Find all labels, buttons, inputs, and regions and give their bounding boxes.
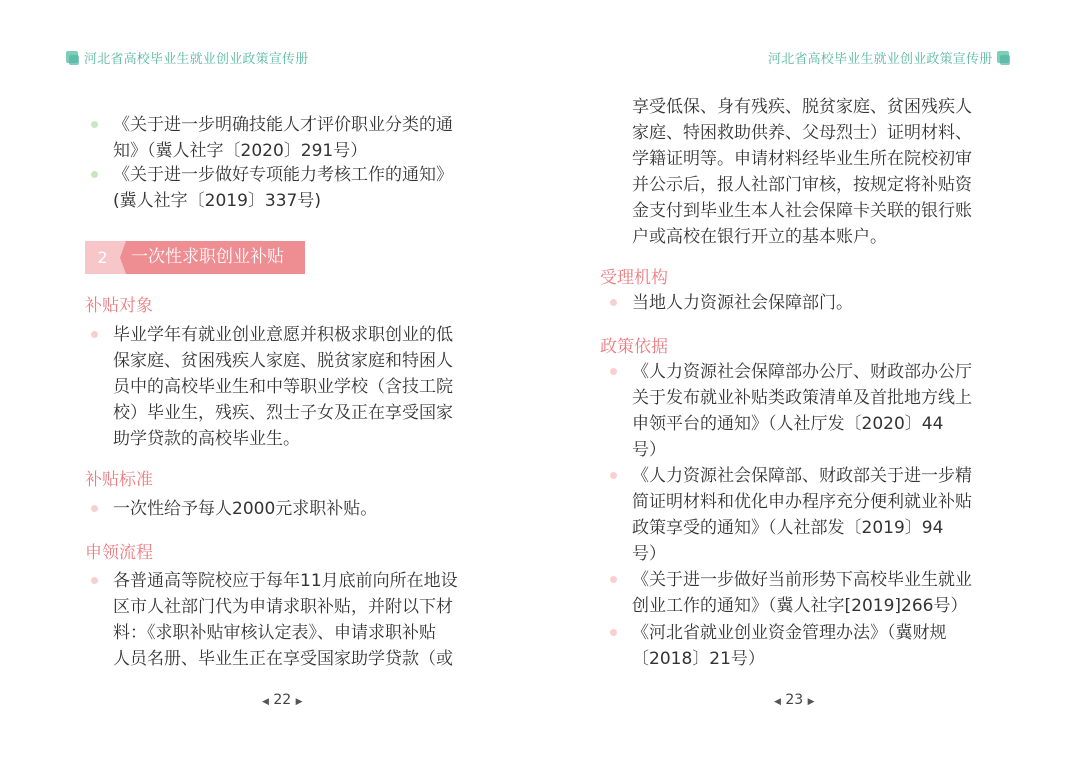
- paragraph-line: 员中的高校毕业生和中等职业学校（含技工院: [113, 377, 453, 397]
- paragraph-line: 各普通高等院校应于每年11月底前向所在地设: [113, 571, 458, 591]
- page-number-left: [262, 692, 303, 708]
- list-item-line: 申领平台的通知》（人社厅发〔2020〕44: [632, 414, 944, 434]
- header-title-left: 河北省高校毕业生就业创业政策宣传册: [84, 52, 309, 67]
- list-item-line: 《人力资源社会保障部办公厅、财政部办公厅: [632, 362, 972, 382]
- list-item-line: (冀人社字〔2019〕337号): [113, 191, 321, 211]
- section-title: 一次性求职创业补贴: [131, 247, 284, 267]
- bullet-icon: [610, 629, 617, 636]
- paragraph-line: 当地人力资源社会保障部门。: [632, 293, 853, 313]
- subheading: 补贴对象: [85, 296, 153, 316]
- bullet-icon: [91, 171, 98, 178]
- paragraph-line: 享受低保、身有残疾、脱贫家庭、贫困残疾人: [632, 97, 972, 117]
- subheading: 受理机构: [600, 268, 668, 288]
- section-number: 2: [97, 248, 108, 267]
- page-number: 22: [273, 692, 292, 708]
- paragraph-line: 学籍证明等。申请材料经毕业生所在院校初审: [632, 149, 972, 169]
- subheading: 政策依据: [600, 337, 668, 357]
- triangle-right-icon: ▶: [807, 697, 815, 707]
- list-item-line: 《关于进一步做好当前形势下高校毕业生就业: [632, 570, 972, 590]
- list-item-line: 号）: [632, 440, 666, 460]
- list-item-line: 关于发布就业补贴类政策清单及首批地方线上: [632, 388, 972, 408]
- list-item-line: 号）: [632, 544, 666, 564]
- paragraph-line: 毕业学年有就业创业意愿并积极求职创业的低: [113, 325, 453, 345]
- list-item-line: 〔2018〕21号）: [632, 649, 765, 669]
- paragraph-line: 一次性给予每人2000元求职补贴。: [113, 499, 378, 519]
- paragraph-line: 金支付到毕业生本人社会保障卡关联的银行账: [632, 201, 972, 221]
- bullet-icon: [91, 505, 98, 512]
- paragraph-line: 人员名册、毕业生正在享受国家助学贷款（或: [113, 649, 453, 669]
- list-item-line: 《关于进一步明确技能人才评价职业分类的通: [113, 115, 453, 135]
- bullet-icon: [91, 331, 98, 338]
- bullet-icon: [610, 368, 617, 375]
- paragraph-line: 区市人社部门代为申请求职补贴，并附以下材: [113, 597, 453, 617]
- list-item-line: 简证明材料和优化申办程序充分便利就业补贴: [632, 492, 972, 512]
- list-item-line: 《人力资源社会保障部、财政部关于进一步精: [632, 466, 972, 486]
- bullet-icon: [610, 472, 617, 479]
- bullet-icon: [610, 576, 617, 583]
- paragraph-line: 保家庭、贫困残疾人家庭、脱贫家庭和特困人: [113, 351, 453, 371]
- paragraph-line: 家庭、特困救助供养、父母烈士）证明材料、: [632, 123, 972, 143]
- list-item-line: 创业工作的通知》（冀人社字[2019]266号）: [632, 596, 968, 616]
- header-logo-icon: [997, 51, 1011, 65]
- paragraph-line: 料：《求职补贴审核认定表》、申请求职补贴: [113, 623, 436, 643]
- list-item-line: 知》（冀人社字〔2020〕291号）: [113, 141, 368, 161]
- page-number: 23: [785, 692, 804, 708]
- paragraph-line: 助学贷款的高校毕业生。: [113, 429, 300, 449]
- paragraph-line: 并公示后，报人社部门审核，按规定将补贴资: [632, 175, 972, 195]
- paragraph-line: 校）毕业生，残疾、烈士子女及正在享受国家: [113, 403, 453, 423]
- triangle-left-icon: ◀: [774, 697, 781, 707]
- list-item-line: 政策享受的通知》（人社部发〔2019〕94: [632, 518, 944, 538]
- header-logo-icon: [66, 51, 80, 65]
- triangle-left-icon: ◀: [262, 697, 269, 707]
- bullet-icon: [610, 299, 617, 306]
- list-item-line: 《河北省就业创业资金管理办法》（冀财规: [632, 623, 947, 643]
- subheading: 补贴标准: [85, 470, 153, 490]
- bullet-icon: [91, 577, 98, 584]
- paragraph-line: 户或高校在银行开立的基本账户。: [632, 227, 887, 247]
- page-number-right: [774, 692, 815, 708]
- subheading: 申领流程: [85, 543, 153, 563]
- header-title-right: 河北省高校毕业生就业创业政策宣传册: [768, 52, 993, 67]
- bullet-icon: [91, 121, 98, 128]
- list-item-line: 《关于进一步做好专项能力考核工作的通知》: [113, 165, 453, 185]
- triangle-right-icon: ▶: [295, 697, 303, 707]
